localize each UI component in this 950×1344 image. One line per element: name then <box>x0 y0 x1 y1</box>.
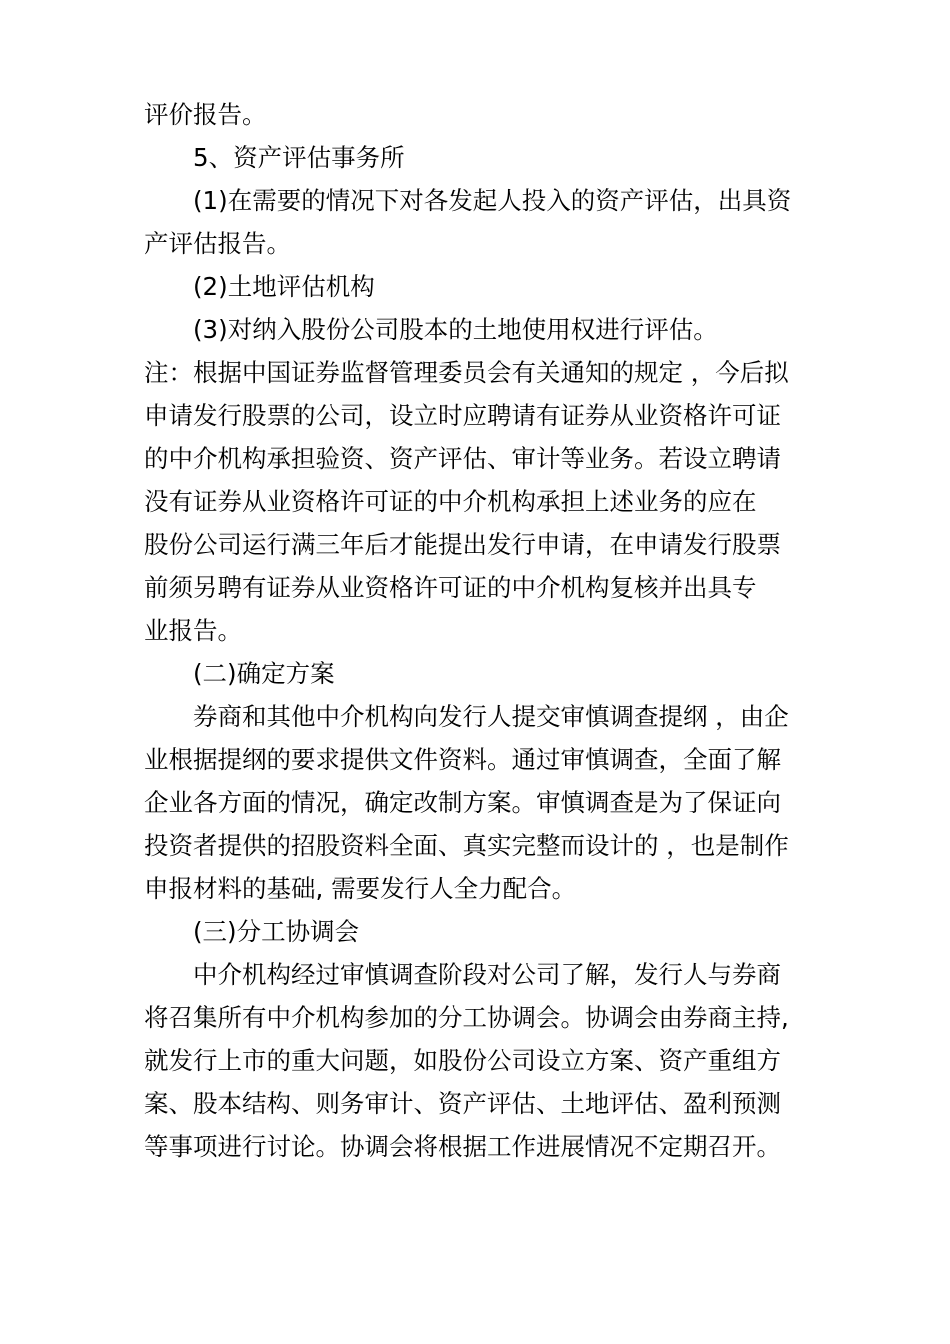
text-line: 就发行上市的重大问题，如股份公司设立方案、资产重组方 <box>144 1046 781 1075</box>
text-line: 等事项进行讨论。协调会将根据工作进展情况不定期召开。 <box>144 1132 781 1161</box>
text-line: 案、股本结构、则务审计、资产评估、土地评估、盈利预测 <box>144 1089 781 1118</box>
text-line: 投资者提供的招股资料全面、真实完整而设计的 ，也是制作 <box>144 831 789 860</box>
text-line: (2)土地评估机构 <box>193 272 375 301</box>
text-line: 企业各方面的情况，确定改制方案。审慎调查是为了保证向 <box>144 788 781 817</box>
section-heading: 5、资产评估事务所 <box>193 143 405 172</box>
text-line: 的中介机构承担验资、资产评估、审计等业务。若设立聘请 <box>144 444 781 473</box>
text-line: 前须另聘有证券从业资格许可证的中介机构复核并出具专 <box>144 573 757 602</box>
text-line: 业根据提纲的要求提供文件资料。通过审慎调查，全面了解 <box>144 745 781 774</box>
text-line: 将召集所有中介机构参加的分工协调会。协调会由券商主持, <box>144 1003 789 1032</box>
text-line: (1)在需要的情况下对各发起人投入的资产评估，出具资 <box>193 186 792 215</box>
note-line: 注：根据中国证券监督管理委员会有关通知的规定 ，今后拟 <box>144 358 789 387</box>
text-line: 没有证券从业资格许可证的中介机构承担上述业务的应在 <box>144 487 757 516</box>
text-line: 中介机构经过审慎调查阶段对公司了解，发行人与券商 <box>193 960 781 989</box>
text-line: (3)对纳入股份公司股本的土地使用权进行评估。 <box>193 315 718 344</box>
text-line: 申报材料的基础, 需要发行人全力配合。 <box>144 874 577 903</box>
text-line: 评价报告。 <box>144 100 267 129</box>
text-line: 申请发行股票的公司，设立时应聘请有证券从业资格许可证 <box>144 401 781 430</box>
text-line: 业报告。 <box>144 616 242 645</box>
section-heading: (三)分工协调会 <box>193 917 360 946</box>
text-line: 券商和其他中介机构向发行人提交审慎调查提纲 ，由企 <box>193 702 789 731</box>
text-line: 产评估报告。 <box>144 229 291 258</box>
text-line: 股份公司运行满三年后才能提出发行申请，在申请发行股票 <box>144 530 781 559</box>
section-heading: (二)确定方案 <box>193 659 335 688</box>
